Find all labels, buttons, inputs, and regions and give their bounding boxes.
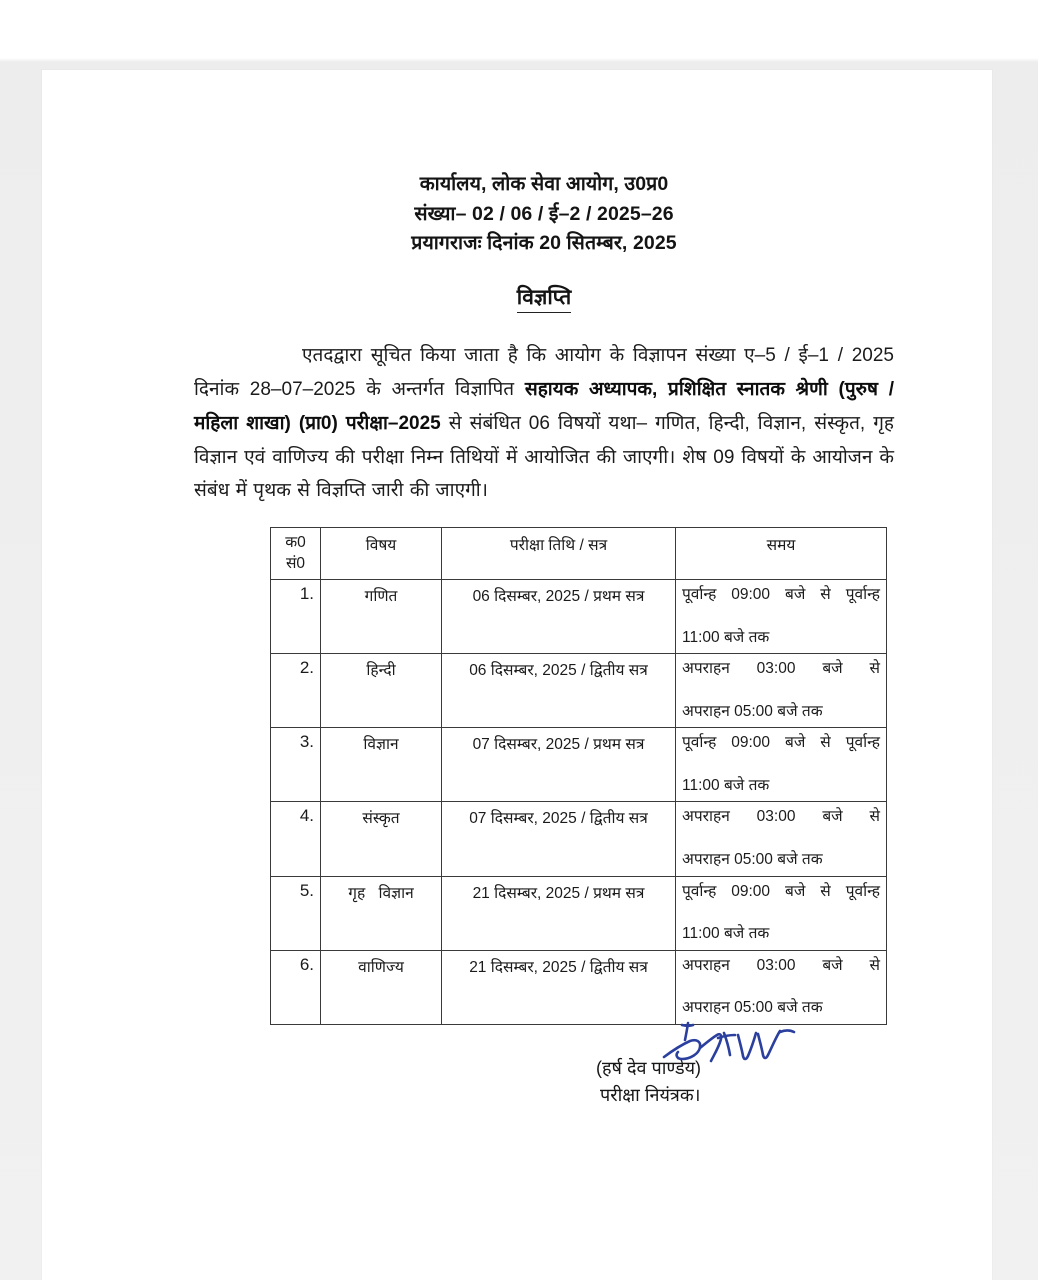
document-content — [194, 170, 894, 1109]
signatory-designation: परीक्षा नियंत्रक। — [600, 1084, 701, 1105]
paragraph-bold-exam-name: सहायक अध्यापक, प्रशिक्षित स्नातक श्रेणी (पुरुष / महिला शाखा) (प्रा0) परीक्षा–2025 — [194, 378, 894, 434]
signatory-name: (हर्ष देव पाण्डेय) — [596, 1057, 702, 1078]
cell-time-line1: पूर्वान्ह 09:00 बजे से पूर्वान्ह — [682, 734, 880, 752]
paragraph-part-2: से संबंधित 06 विषयों यथा– गणित, हिन्दी, विज्ञान, संस्कृत, गृह विज्ञान एवं वाणिज्य की परीक्षा निम्न तिथियों में आयोजित की जाएगी। शेष 09 विषयों के आयोजन के संबंध में पृथक से विज्ञप्ति जारी की जाएगी। — [194, 412, 894, 502]
cell-serial: 3. — [271, 728, 321, 802]
cell-serial: 2. — [271, 654, 321, 728]
cell-time-line2: अपराहन 05:00 बजे तक — [682, 999, 823, 1017]
cell-serial: 1. — [271, 580, 321, 654]
cell-subject: वाणिज्य — [321, 950, 442, 1024]
table-row — [271, 728, 887, 802]
table-row — [271, 654, 887, 728]
cell-subject: गृह विज्ञान — [321, 876, 442, 950]
scanned-document-page — [42, 70, 992, 1280]
cell-time-line2: 11:00 बजे तक — [682, 628, 770, 646]
column-header-serial — [271, 528, 321, 580]
table-header-row — [271, 528, 887, 580]
notice-paragraph — [194, 339, 894, 508]
cell-serial: 4. — [271, 802, 321, 876]
cell-time-line2: अपराहन 05:00 बजे तक — [682, 702, 823, 720]
page-title: विज्ञप्ति — [517, 285, 571, 313]
office-line: कार्यालय, लोक सेवा आयोग, उ0प्र0 — [419, 173, 669, 195]
cell-serial: 6. — [271, 950, 321, 1024]
cell-time-line1: अपराहन 03:00 बजे से — [682, 808, 880, 826]
table-row — [271, 802, 887, 876]
column-header-time: समय — [676, 528, 887, 580]
cell-serial: 5. — [271, 876, 321, 950]
cell-time-line2: 11:00 बजे तक — [682, 777, 770, 795]
table-row — [271, 950, 887, 1024]
place-date-line: प्रयागराजः दिनांक 20 सितम्बर, 2025 — [411, 232, 677, 255]
table-row — [271, 580, 887, 654]
cell-subject: गणित — [321, 580, 442, 654]
title-container — [194, 285, 894, 313]
column-header-date-session: परीक्षा तिथि / सत्र — [442, 528, 676, 580]
cell-time-line2: 11:00 बजे तक — [682, 925, 770, 943]
serial-header-line2: सं0 — [285, 554, 306, 572]
cell-date-session: 21 दिसम्बर, 2025 / द्वितीय सत्र — [442, 950, 676, 1024]
schedule-table-container — [270, 527, 894, 1025]
document-header — [194, 170, 894, 259]
table-row — [271, 876, 887, 950]
table-header — [271, 528, 887, 580]
paragraph-part-1: एतदद्वारा सूचित किया जाता है कि आयोग के विज्ञापन संख्या ए–5 / ई–1 / 2025 दिनांक 28–07–2025 के अन्तर्गत विज्ञापित — [194, 345, 894, 400]
serial-header-line1: क0 — [285, 534, 306, 552]
cell-time-line1: पूर्वान्ह 09:00 बजे से पूर्वान्ह — [682, 586, 880, 604]
cell-date-session: 06 दिसम्बर, 2025 / द्वितीय सत्र — [442, 654, 676, 728]
cell-time — [676, 728, 887, 802]
cell-time-line1: पूर्वान्ह 09:00 बजे से पूर्वान्ह — [682, 882, 880, 900]
table-body — [271, 580, 887, 1025]
cell-time — [676, 654, 887, 728]
cell-time — [676, 580, 887, 654]
cell-time-line1: अपराहन 03:00 बजे से — [682, 956, 880, 974]
cell-subject: हिन्दी — [321, 654, 442, 728]
cell-time-line2: अपराहन 05:00 बजे तक — [682, 851, 823, 869]
reference-number-line: संख्या– 02 / 06 / ई–2 / 2025–26 — [414, 202, 674, 225]
cell-time — [676, 802, 887, 876]
cell-date-session: 07 दिसम्बर, 2025 / द्वितीय सत्र — [442, 802, 676, 876]
cell-subject: विज्ञान — [321, 728, 442, 802]
cell-time — [676, 876, 887, 950]
cell-time-line1: अपराहन 03:00 बजे से — [682, 660, 880, 678]
cell-date-session: 21 दिसम्बर, 2025 / प्रथम सत्र — [442, 876, 676, 950]
cell-date-session: 06 दिसम्बर, 2025 / प्रथम सत्र — [442, 580, 676, 654]
exam-schedule-table — [270, 527, 887, 1025]
column-header-subject: विषय — [321, 528, 442, 580]
cell-date-session: 07 दिसम्बर, 2025 / प्रथम सत्र — [442, 728, 676, 802]
cell-subject: संस्कृत — [321, 802, 442, 876]
signature-block — [566, 1055, 866, 1109]
cell-time — [676, 950, 887, 1024]
